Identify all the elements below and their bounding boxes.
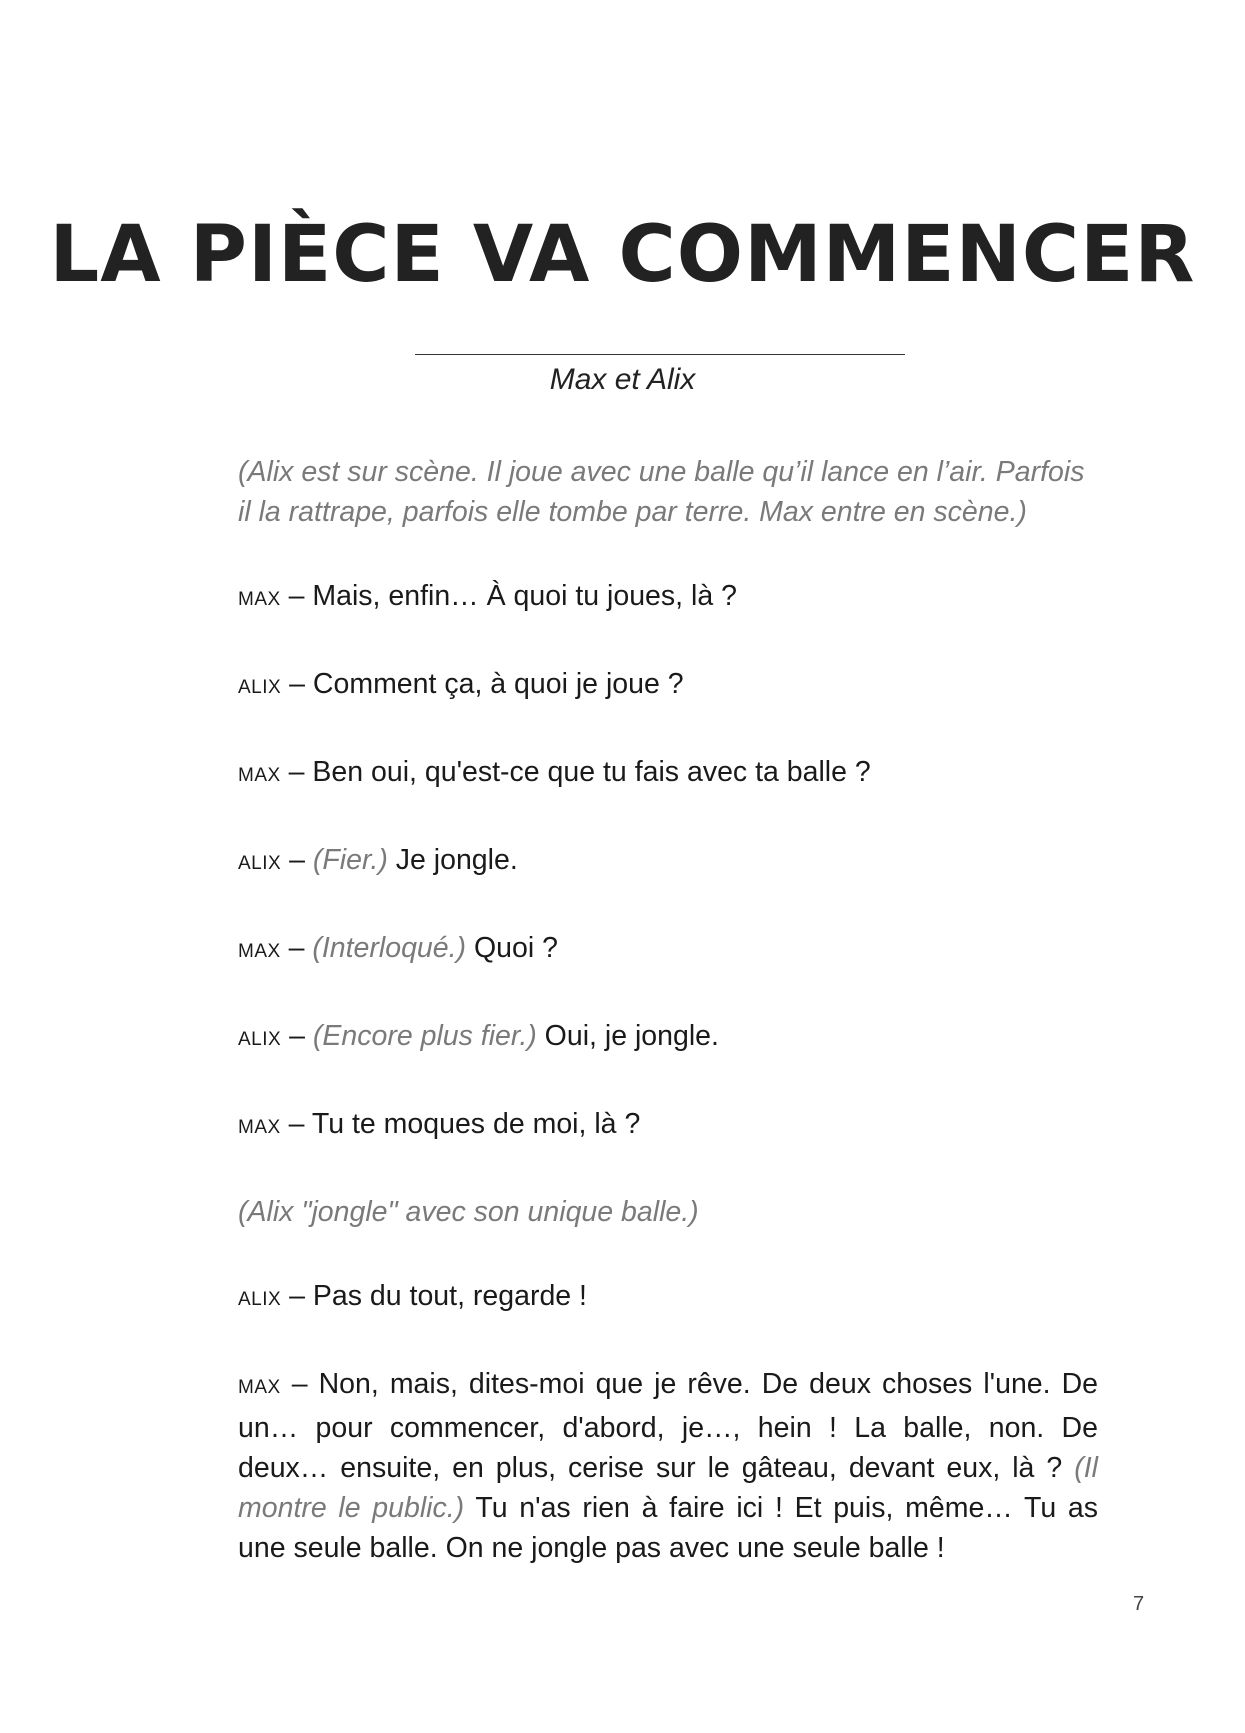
speaker-dash: –	[281, 1280, 313, 1312]
line-text: Tu te moques de moi, là ?	[311, 1108, 641, 1140]
line-text: Oui, je jongle.	[544, 1020, 719, 1052]
speaker-name: ALIX	[238, 1289, 282, 1310]
inline-direction: (Il montre le public.)	[238, 1452, 1099, 1524]
dialogue-line	[238, 664, 1098, 708]
stage-direction: (Alix "jongle" avec son unique balle.)	[238, 1196, 699, 1228]
speaker-name: MAX	[238, 941, 281, 962]
speaker-name: MAX	[238, 1117, 281, 1138]
line-text: Pas du tout, regarde !	[312, 1280, 587, 1312]
page-number: 7	[1133, 1593, 1145, 1615]
speaker-dash: –	[280, 1108, 312, 1140]
speaker-name: ALIX	[238, 677, 282, 698]
speaker-dash: –	[280, 756, 313, 788]
speaker-name: ALIX	[238, 1029, 282, 1050]
line-text: Ben oui, qu'est-ce que tu fais avec ta balle ?	[312, 756, 871, 788]
speaker-dash: –	[280, 932, 313, 964]
speaker-dash: –	[280, 1368, 319, 1400]
dialogue-line	[238, 752, 1098, 796]
inline-direction: (Interloqué.)	[312, 932, 467, 964]
title-divider	[415, 354, 905, 355]
line-text: Mais, enfin… À quoi tu joues, là ?	[312, 580, 737, 612]
script-body	[238, 452, 1098, 1568]
speaker-name: MAX	[238, 1377, 281, 1398]
inline-direction: (Fier.)	[312, 844, 388, 876]
speaker-dash: –	[281, 844, 313, 876]
speaker-dash: –	[281, 1020, 313, 1052]
line-text: Je jongle.	[395, 844, 518, 876]
speaker-name: ALIX	[238, 853, 282, 874]
dialogue-line	[238, 1016, 1098, 1060]
dialogue-line	[238, 1276, 1098, 1320]
dialogue-line	[238, 1364, 1098, 1568]
line-text: Comment ça, à quoi je joue ?	[312, 668, 684, 700]
speaker-name: MAX	[238, 589, 281, 610]
stage-direction: (Alix est sur scène. Il joue avec une balle qu’il lance en l’air. Parfois il la rattrape, parfois elle tombe par terre. Max entre en scène.)	[238, 456, 1085, 528]
page-title: LA PIÈCE VA COMMENCER	[49, 210, 1196, 300]
dialogue-line	[238, 576, 1098, 620]
speaker-dash: –	[281, 668, 313, 700]
line-text: Quoi ?	[473, 932, 558, 964]
dialogue-line	[238, 928, 1098, 972]
speaker-dash: –	[280, 580, 313, 612]
line-text-continued: Tu n'as rien à faire ici ! Et puis, même… Tu as une seule balle. On ne jongle pas avec une seule balle !	[238, 1492, 1098, 1564]
inline-direction: (Encore plus fier.)	[312, 1020, 537, 1052]
dialogue-line	[238, 1104, 1098, 1148]
scene-subtitle: Max et Alix	[549, 363, 696, 396]
line-text: Non, mais, dites-moi que je rêve. De deux choses l'une. De un… pour commencer, d'abord, je…, hein ! La balle, non. De deux… ensuite, en plus, cerise sur le gâteau, devant eux, là ?	[238, 1368, 1099, 1484]
speaker-name: MAX	[238, 765, 281, 786]
dialogue-line	[238, 840, 1098, 884]
